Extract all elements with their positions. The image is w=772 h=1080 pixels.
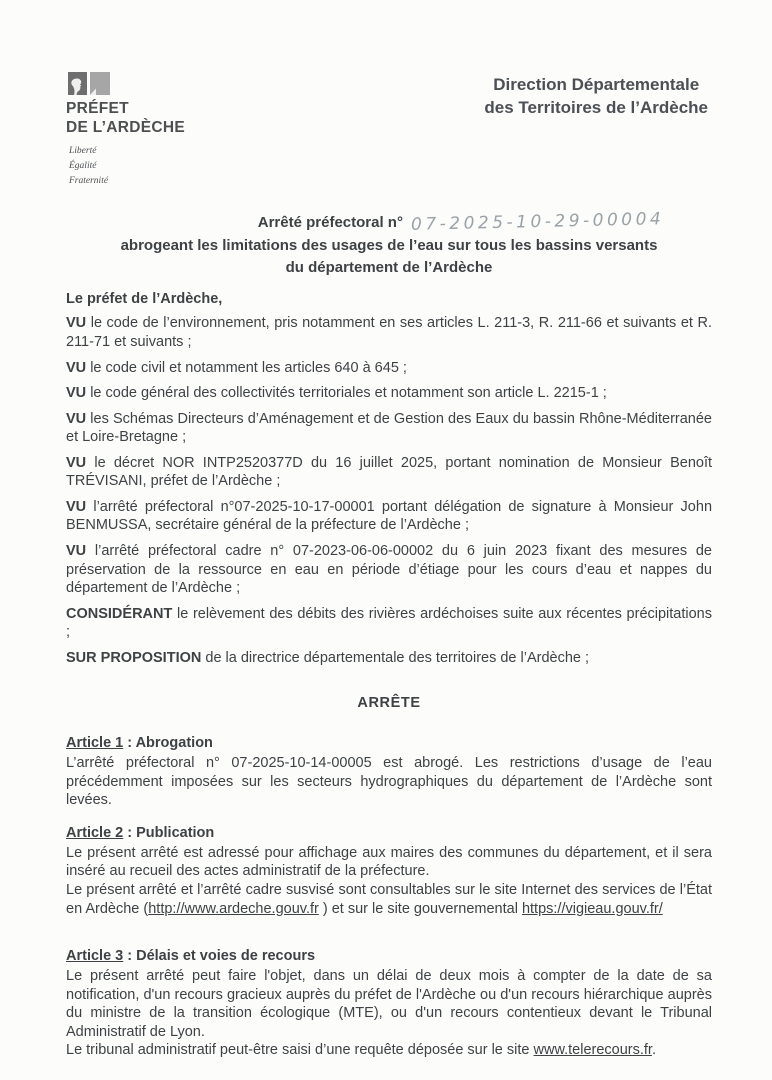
salutation: Le préfet de l’Ardèche, bbox=[66, 291, 223, 308]
recital-vu-arrete-cadre bbox=[66, 542, 712, 598]
title-prefix: Arrêté préfectoral n° bbox=[257, 214, 403, 232]
prefecture-name-line2: DE L’ARDÈCHE bbox=[66, 118, 186, 136]
link-vigieau-gouv-fr[interactable]: https://vigieau.gouv.fr/ bbox=[521, 900, 663, 917]
article-3 bbox=[66, 948, 712, 1060]
recital-lead: CONSIDÉRANT bbox=[66, 605, 173, 622]
recital-sur-proposition bbox=[66, 649, 712, 668]
link-ardeche-gouv-fr[interactable]: http://www.ardeche.gouv.fr bbox=[148, 900, 319, 917]
recital-lead: SUR PROPOSITION bbox=[66, 649, 202, 666]
article-1-label: Article 1 bbox=[66, 735, 124, 752]
motto-liberte: Liberté bbox=[69, 146, 97, 157]
article-3-p2-text: Le tribunal administratif peut-être saisi d’une requête déposée sur le site bbox=[66, 1042, 534, 1059]
recital-text: les Schémas Directeurs d’Aménagement et de Gestion des Eaux du bassin Rhône-Méditerranée et Loire-Bretagne ; bbox=[66, 410, 712, 446]
link-telerecours-fr[interactable]: www.telerecours.fr bbox=[533, 1042, 652, 1059]
article-3-heading bbox=[66, 948, 712, 964]
document-title-line3: du département de l’Ardèche bbox=[285, 258, 493, 276]
article-1-title: : Abrogation bbox=[123, 735, 213, 752]
recital-lead: VU bbox=[66, 454, 87, 471]
motto-fraternite: Fraternité bbox=[69, 175, 109, 186]
document-title-line1 bbox=[138, 210, 772, 235]
recital-considerant bbox=[66, 605, 712, 642]
recital-lead: VU bbox=[66, 315, 87, 332]
recital-vu-collectivites bbox=[66, 384, 712, 403]
recital-lead: VU bbox=[66, 410, 87, 427]
article-2 bbox=[66, 825, 712, 918]
document-title-line2: abrogeant les limitations des usages de l’eau sur tous les bassins versants bbox=[120, 236, 658, 254]
recital-vu-delegation-signature bbox=[66, 498, 712, 535]
recital-text: le décret NOR INTP2520377D du 16 juillet 2025, portant nomination de Monsieur Benoît TRÉVISANI, préfet de l’Ardèche ; bbox=[66, 454, 712, 490]
article-3-p2-text: . bbox=[651, 1042, 656, 1059]
article-2-paragraph-1: Le présent arrêté est adressé pour affichage aux maires des communes du département, et il sera inséré au recueil des actes administratif de la préfecture. bbox=[66, 844, 712, 880]
article-1-paragraph: L’arrêté préfectoral n° 07-2025-10-14-00005 est abrogé. Les restrictions d’usage de l’eau précédemment imposées sur les secteurs hydrographiques du département de l’Ardèche sont levées. bbox=[66, 755, 712, 809]
decree-heading: ARRÊTE bbox=[357, 695, 421, 712]
article-2-p2-text: Le présent arrêté et l’arrêté cadre susvisé sont consultables sur le site Internet des services de l’État en Ardèche ( bbox=[66, 881, 712, 917]
recital-text: l’arrêté préfectoral n°07-2025-10-17-00001 portant délégation de signature à Monsieur John BENMUSSA, secrétaire général de la préfecture de l’Ardèche ; bbox=[66, 498, 713, 534]
recital-lead: VU bbox=[66, 498, 87, 515]
marianne-logo-icon bbox=[66, 72, 316, 95]
issuing-service bbox=[484, 74, 708, 120]
motto-egalite: Égalité bbox=[69, 160, 97, 171]
article-3-label: Article 3 bbox=[66, 948, 124, 965]
prefecture-name bbox=[66, 100, 316, 137]
article-1-heading bbox=[66, 735, 712, 751]
recital-text: de la directrice départementale des territoires de l’Ardèche ; bbox=[205, 649, 590, 666]
recital-vu-code-civil bbox=[66, 359, 712, 378]
article-2-paragraph-2 bbox=[66, 881, 712, 918]
recital-text: le code général des collectivités territoriales et notamment son article L. 2215-1 ; bbox=[90, 385, 607, 402]
recital-lead: VU bbox=[66, 542, 87, 559]
recital-text: le code civil et notamment les articles 640 à 645 ; bbox=[90, 359, 407, 376]
article-3-paragraph-2 bbox=[66, 1041, 712, 1060]
recital-vu-sdage bbox=[66, 410, 712, 447]
article-2-heading bbox=[66, 825, 712, 841]
recital-text: le relèvement des débits des rivières ardéchoises suite aux récentes précipitations ; bbox=[66, 605, 712, 641]
prefecture-name-line1: PRÉFET bbox=[66, 100, 129, 117]
issuing-service-line2: des Territoires de l’Ardèche bbox=[484, 97, 708, 117]
article-2-p2-text: ) et sur le site gouvernemental bbox=[318, 900, 522, 917]
article-2-label: Article 2 bbox=[66, 824, 124, 841]
handwritten-decree-number: 07-2025-10-29-00004 bbox=[410, 209, 665, 236]
document-title bbox=[66, 210, 712, 278]
article-3-title: : Délais et voies de recours bbox=[123, 948, 316, 965]
recital-lead: VU bbox=[66, 359, 87, 376]
republic-motto bbox=[69, 144, 316, 188]
page-header bbox=[66, 72, 712, 188]
recital-lead: VU bbox=[66, 385, 87, 402]
recital-vu-decret-nomination bbox=[66, 454, 712, 491]
article-3-paragraph-1: Le présent arrêté peut faire l'objet, dans un délai de deux mois à compter de la date de sa notification, d'un recours gracieux auprès du préfet de l'Ardèche ou d'un recours hiérarchique auprès du ministre de la transition écologique (MTE), ou d'un recours contentieux devant le Tribunal Administratif de Lyon. bbox=[66, 968, 712, 1040]
prefecture-logo-block bbox=[66, 72, 316, 188]
recital-vu-environnement bbox=[66, 314, 712, 351]
article-1 bbox=[66, 735, 712, 810]
recital-text: le code de l’environnement, pris notamment en ses articles L. 211-3, R. 211-66 et suivants et R. 211-71 et suivants ; bbox=[66, 315, 712, 351]
issuing-service-line1: Direction Départementale bbox=[493, 75, 700, 94]
recital-text: l’arrêté préfectoral cadre n° 07-2023-06-06-00002 du 6 juin 2023 fixant des mesures de préservation de la ressource en eau en période d’étiage pour les cours d’eau et nappes du département de l’Ardèche ; bbox=[66, 542, 713, 597]
article-2-title: : Publication bbox=[123, 824, 215, 841]
